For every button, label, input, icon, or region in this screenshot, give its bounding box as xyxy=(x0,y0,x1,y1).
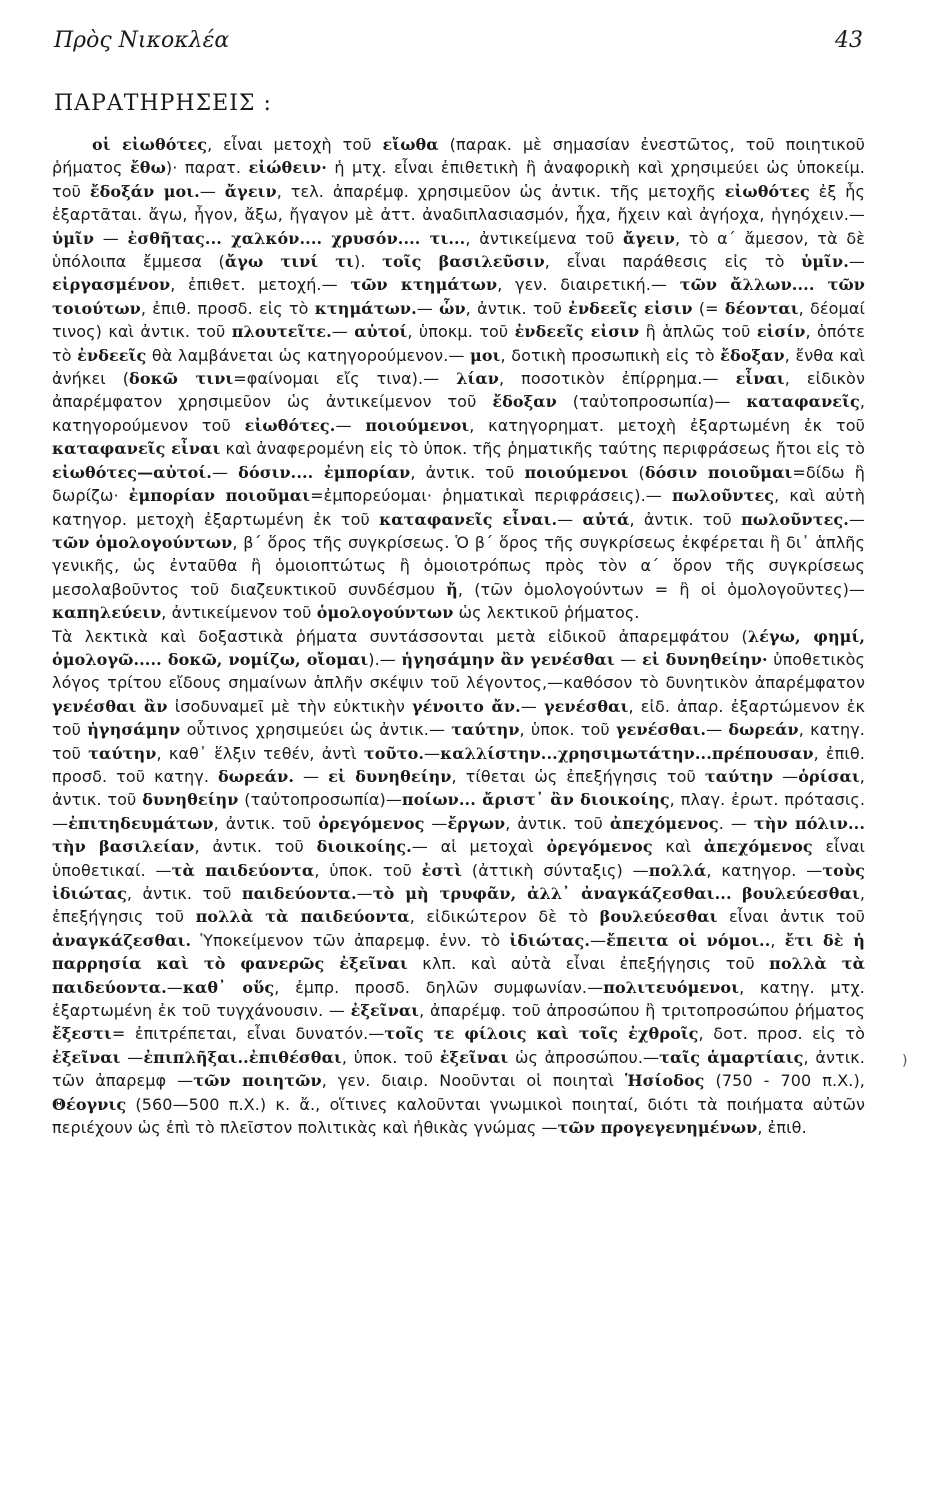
greek-term: γενέσθαι ἂν xyxy=(52,696,168,716)
greek-term: οἱ εἰωθότες xyxy=(92,135,208,154)
greek-term: γένοιτο ἄν. xyxy=(411,696,521,716)
greek-term: πωλοῦντες. xyxy=(741,509,849,529)
greek-term: γενέσθαι xyxy=(543,696,629,716)
greek-term: γενέσθαι. xyxy=(615,720,707,740)
commentary-text: , τίθεται ὡς ἐπεξήγησις τοῦ xyxy=(451,766,705,786)
greek-term: εἰργασμένον xyxy=(52,275,171,295)
section-heading: ΠΑΡΑΤΗΡΗΣΕΙΣ : xyxy=(54,91,272,116)
commentary-text: Ὑποκείμενον τῶν ἀπαρεμφ. ἐνν. τὸ xyxy=(191,930,510,950)
greek-term: εἴωθα xyxy=(382,135,439,154)
commentary-text: , κατηγ. τοῦ xyxy=(52,720,865,763)
greek-term: ἔδοξάν μοι. xyxy=(89,181,200,201)
commentary-text: ἐξ ἧς ἐξαρτᾶται. ἄγω, ἦγον, ἄξω, ἤγαγον μὲ ἀττ. ἀναδιπλασιασμόν, ἦχα, ἤχειν καὶ ἀγήοχα, ἠγηόχειν.— xyxy=(52,181,866,225)
greek-term: τῶν ἄλλων.... τῶν τοιούτων xyxy=(52,275,866,318)
commentary-text: ὑποθετικὸς λόγος τρίτου εἴδους σημαίνων ἁπλῆν σκέψιν τοῦ λέγοντος,—καθόσον τὸ δυνητικὸν ἀπαρέμφατον xyxy=(52,649,865,693)
commentary-text: — αἱ μετοχαὶ xyxy=(411,837,547,857)
commentary-text: , ἀντικ. τοῦ xyxy=(213,813,319,833)
commentary-text: ἡ μτχ. εἶναι ἐπιθετικὴ ἢ ἀναφορικὴ καὶ χρησιμεύει ὡς ὑποκείμ. τοῦ xyxy=(52,158,865,201)
commentary-text: ).— xyxy=(368,649,402,669)
commentary-text: , εἰδ. ἀπαρ. ἐξαρτώμενον ἐκ τοῦ xyxy=(52,696,865,740)
greek-term: τὴν πόλιν... τὴν βασιλείαν xyxy=(52,813,866,857)
commentary-text: (ταὐτοπροσωπία)— xyxy=(238,790,402,810)
commentary-text: , (τῶν ὁμολογούντων = ἢ οἱ ὁμολογοῦντες)— xyxy=(457,579,866,599)
commentary-text xyxy=(732,884,742,903)
commentary-text: , ὑποκ. τοῦ xyxy=(341,1047,440,1067)
greek-term: ἐσθῆτας... χαλκόν.... χρυσόν.... τι... xyxy=(127,228,466,248)
commentary-text: , ἀντικείμενον τοῦ xyxy=(161,603,317,623)
greek-term: τὸ μὴ τρυφᾶν, ἀλλ᾽ ἀναγκάζεσθαι... xyxy=(372,884,732,903)
greek-term: ἐνδεεῖς εἰσιν xyxy=(514,322,640,342)
commentary-text: , ἀντικ. τῶν ἀπαρεμφ — xyxy=(52,1047,865,1091)
commentary-text: , ἀντικ. τοῦ xyxy=(505,813,610,833)
greek-term: τὰ παιδεύοντα xyxy=(171,860,315,880)
commentary-text: , δέομαί τινος) καὶ ἀντικ. τοῦ xyxy=(52,298,865,342)
commentary-text: , ἐπιθ. xyxy=(757,1118,807,1138)
greek-term: δωρεάν xyxy=(728,720,799,740)
commentary-text: (ἀττικὴ σύνταξις) — xyxy=(462,860,649,880)
greek-term: τῶν ποιητῶν xyxy=(193,1071,322,1091)
greek-term: τῶν κτημάτων xyxy=(350,275,498,295)
greek-term: ποιούμενοι xyxy=(524,462,629,482)
greek-term: ἐνδεεῖς xyxy=(77,345,147,365)
commentary-text: , δοτ. προσ. εἰς τὸ xyxy=(698,1024,865,1044)
commentary-paragraph-1 xyxy=(52,133,865,625)
greek-term: ἄγειν xyxy=(623,228,675,248)
commentary-text: , ἐπιθετ. μετοχή.— xyxy=(170,275,351,295)
commentary-text: , ὑποκ. τοῦ xyxy=(519,720,616,740)
commentary-text: (560—500 π.Χ.) κ. ἄ., οἵτινες καλοῦνται γνωμικοὶ ποιηταί, διότι τὰ ποιήματα αὐτῶν περιέχουν ὡς ἐπὶ τὸ πλεῖστον πολιτικὰς καὶ ἠθικὰς γνώμας — xyxy=(52,1094,865,1138)
commentary-text: κλπ. καὶ αὐτὰ εἶναι ἐπεξήγησις τοῦ xyxy=(407,954,770,974)
greek-term: βουλεύεσθαι xyxy=(599,907,718,927)
greek-term: ταύτην xyxy=(88,743,157,763)
greek-term: καταφανεῖς εἶναι xyxy=(52,439,221,459)
commentary-text: οὗτινος χρησιμεύει ὡς ἀντικ.— xyxy=(180,720,452,740)
commentary-text: ὡς λεκτικοῦ ῥήματος. xyxy=(453,603,640,623)
commentary-text: = ἐπιτρέπεται, εἶναι δυνατόν.— xyxy=(111,1024,385,1044)
greek-term: τοῖς βασιλεῦσιν xyxy=(382,252,545,272)
commentary-text: , ἐμπρ. προσδ. δηλῶν συμφωνίαν.— xyxy=(274,977,604,997)
greek-term: τοῖς τε φίλοις καὶ τοῖς ἐχθροῖς xyxy=(384,1024,699,1044)
commentary-text: , γεν. διαιρετική.— xyxy=(497,275,680,295)
commentary-text: , κατηγορούμενον τοῦ xyxy=(52,392,865,435)
commentary-text: , β΄ ὅρος τῆς συγκρίσεως. Ὁ β΄ ὅρος τῆς συγκρίσεως ἐκφέρεται ἢ δι᾽ ἁπλῆς γενικῆς, ὡς ἐνταῦθα ἢ ὁμοιοπτώτως ἢ ὁμοιοτρόπως πρὸς τὸν α΄ ὅρον τῆς συγκρίσεως μεσολαβοῦντος τοῦ διαζευκτικοῦ συνδέσμου xyxy=(52,532,865,599)
commentary-text: — xyxy=(706,720,729,740)
commentary-text: (750 - 700 π.Χ.), xyxy=(704,1071,865,1091)
greek-term: εἰώθειν· xyxy=(248,158,327,178)
commentary-text: , καὶ αὐτὴ κατηγορ. μετοχὴ ἐξαρτωμένη ἐκ τοῦ xyxy=(52,486,866,529)
commentary-text: , ποσοτικὸν ἐπίρρημα.— xyxy=(499,369,736,389)
commentary-text: , ὑποκ. τοῦ xyxy=(314,860,422,880)
commentary-text: , τὸ α΄ ἄμεσον, τὰ δὲ ὑπόλοιπα ἔμμεσα ( xyxy=(52,228,865,272)
commentary-text: =δίδω ἢ δωρίζω· xyxy=(52,462,866,506)
greek-term: ἄγειν xyxy=(224,181,277,201)
commentary-text: καὶ xyxy=(652,837,704,857)
greek-term: ἐξεῖναι xyxy=(350,1001,420,1021)
greek-term: ἔδοξαν xyxy=(720,345,785,365)
commentary-text: , ἐπιθ. προσδ. τοῦ κατηγ. xyxy=(52,743,865,786)
commentary-text: ἰσοδυναμεῖ μὲ τὴν εὐκτικὴν xyxy=(167,696,412,716)
commentary-text: , πλαγ. ἐρωτ. πρότασις.— xyxy=(52,790,866,833)
greek-term: ταῖς ἁμαρτίαις xyxy=(659,1047,804,1067)
greek-term: ταύτην xyxy=(704,766,774,786)
greek-term: δόσιν.... ἐμπορίαν xyxy=(238,462,411,482)
greek-term: ὁρίσαι xyxy=(798,766,860,786)
commentary-text: — xyxy=(166,977,183,997)
commentary-text: — xyxy=(335,415,366,435)
commentary-paragraph-2 xyxy=(52,625,865,1140)
page-number: 43 xyxy=(835,28,863,53)
greek-term: εἰσίν xyxy=(756,322,806,342)
commentary-text: , ἀντικ. τοῦ xyxy=(410,462,525,482)
greek-term: ὀρεγόμενος xyxy=(546,837,653,857)
greek-term: δυνηθείην xyxy=(142,790,239,810)
greek-term: παιδεύοντα. xyxy=(241,884,357,903)
commentary-text: — xyxy=(614,649,642,669)
greek-term: καταφανεῖς εἶναι. xyxy=(379,509,558,529)
greek-term: ἐστὶ xyxy=(421,860,463,880)
commentary-text: , ἔνθα καὶ ἀνήκει ( xyxy=(52,345,866,389)
greek-term: ὑμῖν xyxy=(52,228,95,248)
greek-term: πωλοῦντες xyxy=(671,486,775,506)
commentary-body xyxy=(52,133,865,1139)
commentary-text: — xyxy=(294,766,329,786)
greek-term: ἡγησάμην xyxy=(87,720,181,740)
greek-term: εἰ δυνηθείην xyxy=(328,766,452,786)
greek-term: τοῦτο. xyxy=(363,743,425,763)
commentary-text: , ἀντικείμενα τοῦ xyxy=(465,228,624,248)
commentary-text: , εἶναι μετοχὴ τοῦ xyxy=(207,135,383,154)
commentary-text: , ἀντικ. τοῦ xyxy=(52,766,865,810)
commentary-text: (παρακ. μὲ σημασίαν ἐνεστῶτος, τοῦ ποιητικοῦ ῥήματος xyxy=(52,135,865,178)
commentary-text: , ἀντικ. τοῦ xyxy=(465,298,569,318)
commentary-text: καὶ ἀναφερομένη εἰς τὸ ὑποκ. τῆς ῥηματικῆς ταύτης περιφράσεως ἤτοι εἰς τὸ xyxy=(220,439,865,459)
greek-term: ἄγω τινί τι xyxy=(224,252,354,272)
commentary-text: , ἀντικ. τοῦ xyxy=(194,837,317,857)
commentary-text: εἶναι ὑποθετικαί. — xyxy=(52,837,865,880)
commentary-text: , xyxy=(770,930,785,950)
greek-term: πολλὰ τὰ παιδεύοντα. xyxy=(52,954,865,997)
greek-term: αὐτοί xyxy=(354,322,408,342)
commentary-text: — xyxy=(424,743,441,763)
commentary-text: — xyxy=(416,298,440,318)
greek-term: αὐτά xyxy=(582,509,630,529)
greek-term: πολλά xyxy=(648,860,707,880)
commentary-text: , καθ᾽ ἕλξιν τεθέν, ἀντὶ xyxy=(156,743,364,763)
running-head xyxy=(54,28,865,53)
greek-term: μοι xyxy=(470,345,501,365)
commentary-text: — xyxy=(848,509,866,529)
greek-term: τοὺς ἰδιώτας xyxy=(52,860,865,903)
greek-term: ἔργων xyxy=(447,813,506,833)
greek-term: ἔδοξαν xyxy=(492,392,557,412)
commentary-text: ἢ ἁπλῶς τοῦ xyxy=(639,322,757,342)
greek-term: ἡγησάμην ἂν γενέσθαι xyxy=(401,649,615,669)
commentary-text: (= xyxy=(692,298,725,318)
commentary-text: — xyxy=(120,1047,144,1067)
greek-term: ἔπειτα οἱ νόμοι.. xyxy=(606,930,771,950)
greek-term: εἰ δυνηθείην· xyxy=(641,649,768,669)
commentary-text: , κατηγορ. — xyxy=(706,860,823,880)
greek-term: ἐξεῖναι xyxy=(52,1047,121,1067)
greek-term: ἀναγκάζεσθαι. xyxy=(52,930,192,950)
greek-term: δωρεάν. xyxy=(218,766,294,786)
commentary-text: , ἀντικ. τοῦ xyxy=(629,509,742,529)
commentary-text: — xyxy=(94,228,128,248)
commentary-text: (ταὐτοπροσωπία)— xyxy=(556,392,747,412)
commentary-text: — xyxy=(199,181,225,201)
greek-term: ἐπιτηδευμάτων xyxy=(68,813,214,833)
greek-term: εἰωθότες. xyxy=(244,415,336,435)
greek-term: ἔθω xyxy=(129,158,166,178)
commentary-text: , κατηγορηματ. μετοχὴ ἐξαρτωμένη ἐκ τοῦ xyxy=(469,415,865,435)
greek-term: λίαν xyxy=(456,369,499,389)
commentary-text: =φαίνομαι εἴς τινα).— xyxy=(233,369,457,389)
greek-term: ταύτην xyxy=(451,720,520,740)
greek-term: ἐπιπλῆξαι..ἐπιθέσθαι xyxy=(143,1047,342,1067)
greek-term: ὑμῖν. xyxy=(801,252,849,272)
greek-term: ἔξεστι xyxy=(52,1024,112,1044)
commentary-text: , κατηγ. μτχ. ἐξαρτωμένη ἐκ τοῦ τυγχάνουσιν. — xyxy=(52,977,865,1021)
greek-term: εἶναι xyxy=(735,369,785,389)
greek-term: ὀρεγόμενος xyxy=(318,813,425,833)
greek-term: ἤ xyxy=(446,579,458,599)
greek-term: ὁμολογούντων xyxy=(316,603,454,623)
greek-term: λέγω, φημί, ὁμολογῶ..... δοκῶ, νομίζω, οἴομαι xyxy=(52,626,865,669)
commentary-text: )· παρατ. xyxy=(165,158,249,178)
greek-term: Θέογνις xyxy=(52,1094,127,1114)
greek-term: πολιτευόμενοι xyxy=(603,977,740,997)
commentary-text: , εἰδικὸν ἀπαρέμφατον χρησιμεῦον ὡς ἀντικείμενον τοῦ xyxy=(52,369,865,412)
commentary-text: ). xyxy=(354,252,383,272)
commentary-text: ὡς ἀπροσώπου.— xyxy=(508,1047,660,1067)
commentary-text: — xyxy=(331,322,355,342)
commentary-text: — xyxy=(356,884,373,903)
greek-term: καλλίστην...χρησιμωτάτην...πρέπουσαν xyxy=(440,743,814,763)
commentary-text: , εἶναι παράθεσις εἰς τὸ xyxy=(544,252,802,272)
commentary-text: , ἀπαρέμφ. τοῦ ἀπροσώπου ἢ τριτοπροσώπου ῥήματος xyxy=(419,1001,865,1021)
greek-term: δοκῶ τινι xyxy=(129,369,234,389)
greek-term: βουλεύεσθαι xyxy=(742,884,860,903)
commentary-text: — xyxy=(848,252,865,272)
commentary-text: , ὁπότε τὸ xyxy=(52,322,865,365)
greek-term: ποιούμενοι xyxy=(365,415,470,435)
commentary-text: — xyxy=(590,930,607,950)
greek-term: ὧν xyxy=(439,298,466,318)
greek-term: διοικοίης. xyxy=(316,837,412,857)
commentary-text: , δοτικὴ προσωπικὴ εἰς τὸ xyxy=(500,345,721,365)
greek-term: ἐνδεεῖς εἰσιν xyxy=(568,298,693,318)
greek-term: ἀπεχόμενος xyxy=(609,813,719,833)
commentary-text: , εἰδικώτερον δὲ τὸ xyxy=(409,907,600,927)
commentary-text: ( xyxy=(628,462,645,482)
greek-term: πλουτεῖτε. xyxy=(231,322,332,342)
greek-term: τῶν προγεγενημένων xyxy=(557,1118,758,1138)
greek-term: Ἡσίοδος xyxy=(625,1071,705,1091)
commentary-text: . — xyxy=(718,813,754,833)
greek-term: ποίων... ἄριστ᾽ ἂν διοικοίης xyxy=(401,790,670,810)
greek-term: ἰδιώτας. xyxy=(509,930,591,950)
commentary-text: , ἐπεξήγησις τοῦ xyxy=(52,884,866,927)
commentary-text: — xyxy=(520,696,544,716)
commentary-text: , ἐπιθ. προσδ. εἰς τὸ xyxy=(140,298,315,318)
commentary-text: =ἐμπορεύομαι· ῥηματικαὶ περιφράσεις).— xyxy=(310,486,672,506)
greek-term: εἰωθότες—αὐτοί. xyxy=(52,462,212,482)
commentary-text: , ἀντικ. τοῦ xyxy=(126,884,242,903)
greek-term: ἀπεχόμενος xyxy=(703,837,813,857)
commentary-text: — xyxy=(424,813,448,833)
commentary-text: εἶναι ἀντικ τοῦ xyxy=(717,907,865,927)
greek-term: δόσιν ποιοῦμαι xyxy=(644,462,793,482)
greek-term: καταφανεῖς xyxy=(746,392,860,412)
commentary-text: — xyxy=(211,462,239,482)
commentary-text: — xyxy=(773,766,799,786)
greek-term: τῶν ὁμολογούντων xyxy=(52,532,233,552)
running-title: Πρὸς Νικοκλέα xyxy=(54,28,230,53)
margin-mark: ) xyxy=(902,1053,908,1069)
commentary-text: θὰ λαμβάνεται ὡς κατηγορούμενον.— xyxy=(146,345,471,365)
commentary-text: , ὑποκμ. τοῦ xyxy=(407,322,515,342)
commentary-text: , τελ. ἀπαρέμφ. χρησιμεῦον ὡς ἀντικ. τῆς μετοχῆς xyxy=(276,181,725,201)
greek-term: καθ᾽ οὕς xyxy=(182,977,275,997)
greek-term: ἐξεῖναι xyxy=(439,1047,509,1067)
greek-term: ἐμπορίαν ποιοῦμαι xyxy=(128,486,311,506)
commentary-text: , γεν. διαιρ. Νοοῦνται οἱ ποιηταὶ xyxy=(321,1071,626,1091)
commentary-text: Τὰ λεκτικὰ καὶ δοξαστικὰ ῥήματα συντάσσονται μετὰ εἰδικοῦ ἀπαρεμφάτου ( xyxy=(52,626,748,646)
greek-term: δέονται xyxy=(724,298,799,318)
greek-term: εἰωθότες xyxy=(724,181,810,201)
commentary-text: — xyxy=(557,509,583,529)
greek-term: καπηλεύειν xyxy=(52,603,162,623)
greek-term: πολλὰ τὰ παιδεύοντα xyxy=(195,907,410,927)
greek-term: ἔτι δὲ ἡ παρρησία καὶ τὸ φανερῶς ἐξεῖναι xyxy=(52,930,865,974)
greek-term: κτημάτων. xyxy=(314,298,417,318)
